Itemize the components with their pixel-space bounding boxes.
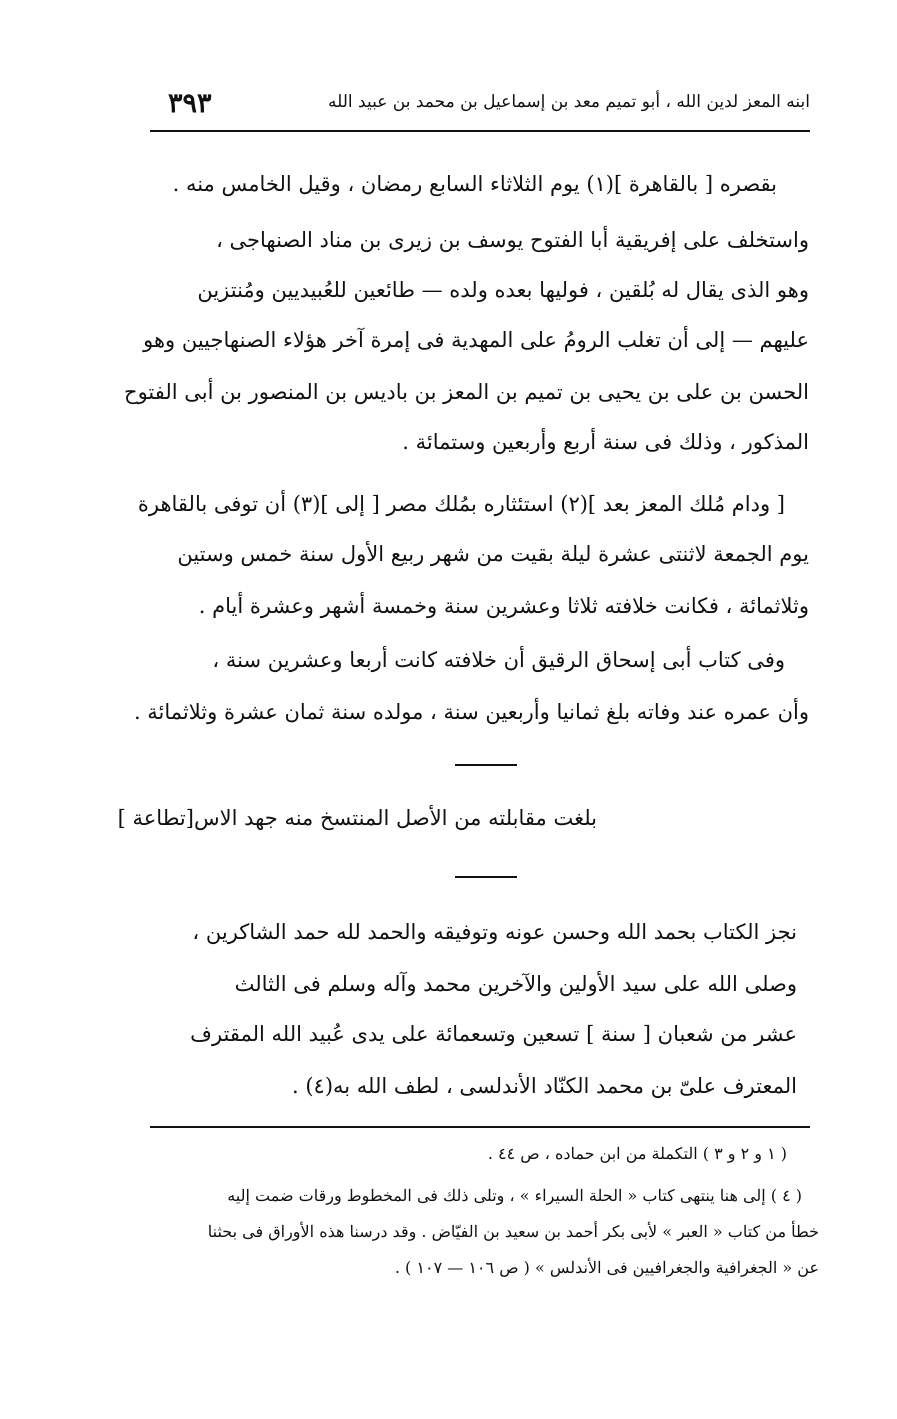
section-divider — [455, 764, 517, 766]
body-line: وفى كتاب أبى إسحاق الرقيق أن خلافته كانت أربعا وعشرين سنة ، — [212, 648, 785, 672]
body-line: وثلاثمائة ، فكانت خلافته ثلاثا وعشرين سنة وخمسة أشهر وعشرة أيام . — [198, 594, 809, 618]
colophon-line: وصلى الله على سيد الأولين والآخرين محمد وآله وسلم فى الثالث — [234, 972, 797, 996]
body-line: وهو الذى يقال له بُلقين ، فوليها بعده ولده — طائعين للعُبيديين ومُنتزين — [197, 278, 809, 302]
footnote-line: عن « الجغرافية والجغرافيين فى الأندلس » ( ص ١٠٦ — ١٠٧ ) . — [394, 1258, 819, 1277]
body-line: عليهم — إلى أن تغلب الرومُ على المهدية فى إمرة آخر هؤلاء الصنهاجيين وهو — [143, 328, 809, 352]
body-line: الحسن بن على بن يحيى بن تميم بن المعز بن باديس بن المنصور بن أبى الفتوح — [124, 380, 809, 404]
running-header — [150, 90, 810, 132]
footnote-line: خطأ من كتاب « العبر » لأبى بكر أحمد بن سعيد بن الفيّاض . وقد درسنا هذه الأوراق فى بحثنا — [207, 1222, 819, 1241]
body-line: المذكور ، وذلك فى سنة أربع وأربعين وستمائة . — [402, 430, 809, 454]
running-title: ابنه المعز لدين الله ، أبو تميم معد بن إسماعيل بن محمد بن عبيد الله — [328, 92, 810, 112]
footnote-line: ( ٤ ) إلى هنا ينتهى كتاب « الحلة السيراء » ، وتلى ذلك فى المخطوط ورقات ضمت إليه — [227, 1186, 802, 1205]
collation-note: بلغت مقابلته من الأصل المنتسخ منه جهد الاس[تطاعة ] — [117, 806, 597, 830]
footnote-separator — [150, 1126, 810, 1128]
colophon-line: المعترف علىّ بن محمد الكنّاد الأندلسى ، لطف الله به(٤) . — [292, 1074, 797, 1098]
body-line: واستخلف على إفريقية أبا الفتوح يوسف بن زيرى بن مناد الصنهاجى ، — [216, 228, 809, 252]
colophon-line: نجز الكتاب بحمد الله وحسن عونه وتوفيقه والحمد لله حمد الشاكرين ، — [192, 920, 797, 944]
section-divider — [455, 876, 517, 878]
footnote-line: ( ١ و ٢ و ٣ ) التكملة من ابن حماده ، ص ٤٤ . — [487, 1144, 787, 1163]
body-line: يوم الجمعة لاثنتى عشرة ليلة بقيت من شهر ربيع الأول سنة خمس وستين — [177, 542, 809, 566]
body-line: بقصره [ بالقاهرة ](١) يوم الثلاثاء السابع رمضان ، وقيل الخامس منه . — [172, 172, 777, 196]
page-number: ٣٩٣ — [168, 88, 212, 119]
colophon-line: عشر من شعبان [ سنة ] تسعين وتسعمائة على يدى عُبيد الله المقترف — [190, 1022, 797, 1046]
body-line: وأن عمره عند وفاته بلغ ثمانيا وأربعين سنة ، مولده سنة ثمان عشرة وثلاثمائة . — [133, 700, 809, 724]
body-line: [ ودام مُلك المعز بعد ](٢) استئثاره بمُلك مصر [ إلى ](٣) أن توفى بالقاهرة — [137, 492, 785, 516]
